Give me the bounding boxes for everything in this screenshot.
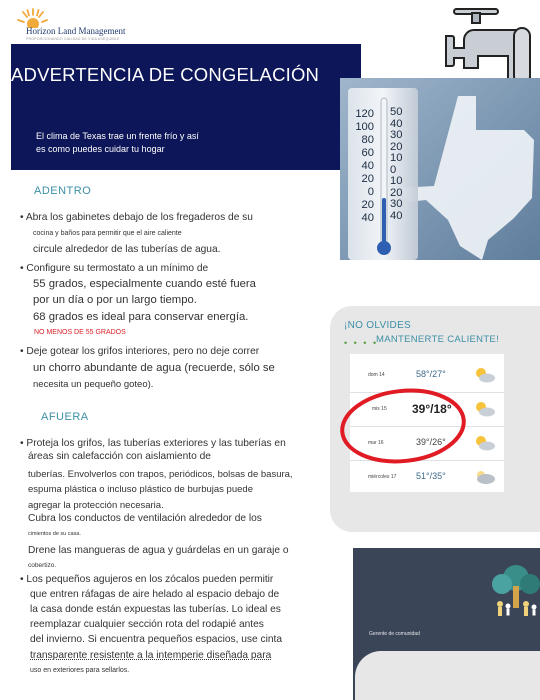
community-card-footer	[355, 651, 540, 700]
minimum-temp-warning: NO MENOS DE 55 GRADOS	[34, 329, 126, 336]
logo-tagline: PROPORCIONANDO CALIDAD DE VIDA ASEQUIBLE	[26, 37, 120, 41]
outdoors-bullet4-line1: • Los pequeños agujeros en los zócalos pueden permitir	[20, 574, 274, 585]
weather-heading-1: ¡NO OLVIDES	[344, 320, 412, 331]
thermometer-tick-label: 60	[361, 147, 374, 159]
sun-logo-icon	[8, 6, 48, 28]
indoors-bullet3-line1: • Deje gotear los grifos interiores, pero no deje correr	[20, 346, 260, 357]
thermometer-left-scale	[344, 108, 374, 225]
indoors-bullet1-line3: circule alrededor de las tuberías de agua.	[33, 244, 221, 255]
thermometer-tick-label: 20	[390, 186, 403, 199]
thermometer-texas-photo	[340, 78, 540, 260]
indoors-heading: ADENTRO	[34, 185, 92, 197]
thermometer-tick-label: 100	[355, 121, 374, 133]
thermometer-tick-label: 40	[390, 117, 403, 130]
thermometer-tick-label: 40	[361, 160, 374, 172]
weather-dots: • • • •	[344, 338, 379, 348]
weather-heading-2: MANTENERTE CALIENTE!	[376, 334, 500, 345]
cloudy-icon	[472, 468, 496, 486]
indoors-bullet1-line1: • Abra los gabinetes debajo de los fregaderos de su	[20, 212, 253, 223]
thermometer-tick-label: 20	[361, 173, 374, 185]
thermometer-tick-label: 30	[390, 129, 403, 141]
forecast-day: mis 15	[372, 406, 387, 412]
forecast-day: miércoles 17	[368, 474, 397, 480]
thermometer-tick-label: 50	[390, 106, 403, 118]
outdoors-bullet4-line6: transparente resistente a la intemperie diseñada para	[30, 650, 272, 661]
forecast-temp: 39°/18°	[412, 402, 452, 416]
forecast-day: dom 14	[368, 372, 385, 378]
banner-subtitle-line1: El clima de Texas trae un frente frío y así	[36, 131, 199, 141]
forecast-day: mar 16	[368, 440, 384, 446]
indoors-bullet1-line2: cocina y baños para permitir que el aire caliente	[33, 230, 182, 237]
outdoors-bullet1-line5: agregar la protección necesaria.	[28, 500, 164, 511]
outdoors-bullet2-line2: cimientos de su casa.	[28, 531, 81, 537]
partly-cloudy-icon	[472, 434, 496, 452]
thermometer-tick-label: 10	[390, 152, 403, 164]
forecast-temp: 51°/35°	[416, 471, 446, 481]
indoors-bullet2-line3: por un día o por un largo tiempo.	[33, 294, 197, 306]
partly-cloudy-icon	[472, 400, 496, 418]
outdoors-bullet4-line5: del invierno. Si encuentra pequeños espacios, use cinta	[30, 634, 283, 645]
thermometer-tick-label: 40	[390, 209, 403, 222]
outdoors-bullet4-line3: la casa donde están expuestas las tuberías. Lo ideal es	[30, 604, 281, 615]
community-tree-icon	[488, 564, 540, 618]
outdoors-bullet4-line2: que entren ráfagas de aire helado al espacio debajo de	[30, 589, 280, 600]
banner-subtitle-line2: es como puedes cuidar tu hogar	[36, 144, 165, 154]
indoors-bullet2-line4: 68 grados es ideal para conservar energía.	[33, 311, 249, 323]
community-manager-label: Gerente de comunidad	[369, 631, 420, 637]
highlight-circle	[339, 387, 467, 466]
thermometer-tick-label: 0	[367, 186, 374, 198]
outdoors-bullet4-line7: uso en exteriores para sellarlos.	[30, 667, 130, 674]
indoors-bullet2-line2: 55 grados, especialmente cuando esté fuera	[33, 278, 256, 290]
outdoors-bullet1-line2: áreas sin calefacción con aislamiento de	[28, 451, 211, 462]
thermometer-right-scale	[390, 107, 416, 222]
forecast-temp: 39°/26°	[416, 437, 446, 447]
thermometer-tick-label: 20	[361, 199, 374, 211]
thermometer-tick-label: 80	[361, 134, 374, 146]
indoors-bullet3-line3: necesita un pequeño goteo).	[33, 379, 154, 390]
outdoors-bullet4-line4: reemplazar cualquier sección rota del rodapié antes	[30, 619, 264, 630]
forecast-temp: 58°/27°	[416, 369, 446, 379]
thermometer-tick-label: 30	[390, 198, 403, 210]
outdoors-bullet2-line1: Cubra los conductos de ventilación alrededor de los	[28, 513, 262, 524]
thermometer-tick-label: 10	[390, 175, 403, 187]
logo-name: Horizon Land Management	[26, 26, 126, 36]
page-title: ADVERTENCIA DE CONGELACIÓN	[11, 64, 320, 85]
outdoors-bullet3-line2: cobertizo.	[28, 562, 57, 569]
indoors-bullet2-line1: • Configure su termostato a un mínimo de	[20, 263, 209, 274]
thermometer-tick-label: 20	[390, 140, 403, 153]
outdoors-bullet1-line4: espuma plástica o incluso plástico de burbujas puede	[28, 484, 253, 495]
banner-subtitle	[36, 130, 226, 156]
outdoors-bullet1-line3: tuberías. Envolverlos con trapos, periódicos, bolsas de basura,	[28, 469, 293, 480]
thermometer-tick-label: 40	[361, 212, 374, 224]
thermometer-tick-label: 120	[355, 108, 374, 120]
outdoors-bullet3-line1: Drene las mangueras de agua y guárdelas en un garaje o	[28, 545, 289, 556]
thermometer-tick-label: 0	[390, 163, 397, 176]
indoors-bullet3-line2: un chorro abundante de agua (recuerde, sólo se	[33, 362, 275, 374]
outdoors-bullet1-line1: • Proteja los grifos, las tuberías exteriores y las tuberías en	[20, 438, 286, 449]
partly-cloudy-icon	[472, 366, 496, 384]
outdoors-heading: AFUERA	[41, 411, 89, 423]
company-logo	[8, 6, 138, 42]
